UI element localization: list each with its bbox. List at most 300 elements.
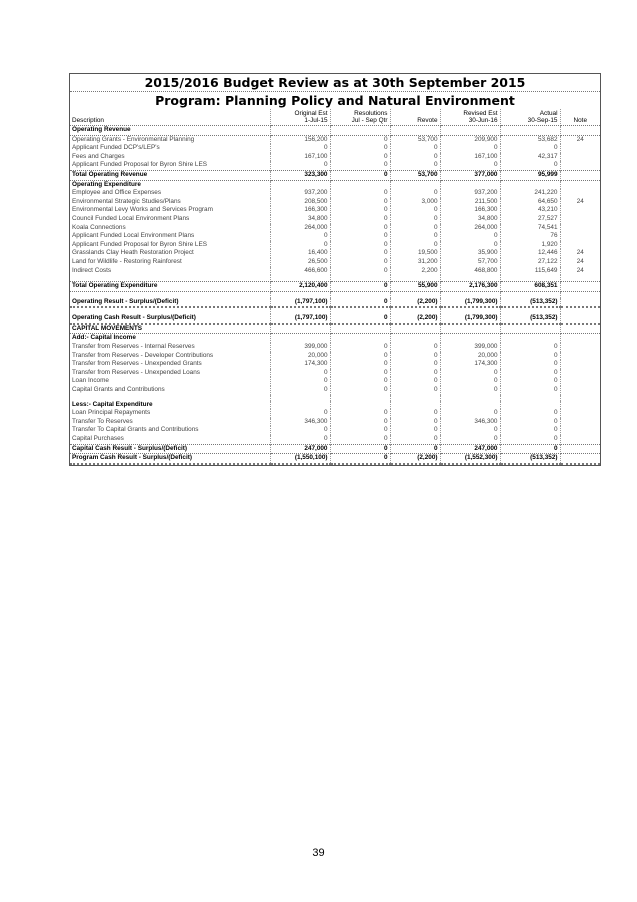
cell-res: 0 (330, 298, 390, 308)
cell-res: 0 (330, 153, 390, 162)
cell-revote: (2,200) (390, 314, 440, 324)
cell-actual: 115,649 (500, 267, 560, 276)
empty-cell (330, 401, 390, 410)
cell-actual: 0 (500, 435, 560, 444)
capital-expenditure-heading (70, 401, 600, 410)
cell-revised: (1,799,300) (440, 298, 500, 308)
cell-revote: 0 (390, 418, 440, 427)
cell-desc: Total Operating Revenue (70, 170, 270, 180)
cell-orig: 937,200 (270, 189, 330, 198)
table-row (70, 144, 600, 153)
cell-res: 0 (330, 258, 390, 267)
cell-revised: 166,300 (440, 206, 500, 215)
table-row (70, 369, 600, 378)
cell-note (560, 343, 600, 352)
cell-orig: 247,000 (270, 444, 330, 454)
table-row (70, 435, 600, 444)
cell-res: 0 (330, 426, 390, 435)
cell-orig: 16,400 (270, 249, 330, 258)
table-row (70, 343, 600, 352)
cell-revised: 167,100 (440, 153, 500, 162)
cell-revised: 346,300 (440, 418, 500, 427)
total-operating-expenditure-row (70, 282, 600, 292)
empty-cell (440, 334, 500, 343)
spacer-row (70, 307, 600, 314)
cell-revote: 55,900 (390, 282, 440, 292)
cell-desc: Capital Cash Result - Surplus/(Deficit) (70, 444, 270, 454)
cell-revised: 211,500 (440, 198, 500, 207)
cell-desc: Koala Connections (70, 224, 270, 233)
empty-cell (560, 324, 600, 334)
cell-actual: 0 (500, 377, 560, 386)
cell-res: 0 (330, 198, 390, 207)
cell-res: 0 (330, 444, 390, 454)
cell-orig: 0 (270, 241, 330, 250)
cell-note (560, 386, 600, 395)
cell-revote: 0 (390, 360, 440, 369)
cell-note (560, 189, 600, 198)
empty-cell (500, 401, 560, 410)
table-row (70, 241, 600, 250)
col-revised-top: Revised Est (463, 110, 498, 117)
cell-desc: Loan Income (70, 377, 270, 386)
table-row (70, 153, 600, 162)
cell-actual: 76 (500, 232, 560, 241)
cell-actual: (513,352) (500, 314, 560, 324)
cell-desc: Operating Cash Result - Surplus/(Deficit) (70, 314, 270, 324)
cell-orig: 167,100 (270, 153, 330, 162)
empty-cell (440, 401, 500, 410)
cell-res: 0 (330, 282, 390, 292)
budget-review-sheet (69, 73, 601, 466)
cell-note: 24 (576, 197, 584, 205)
cell-orig: 399,000 (270, 343, 330, 352)
cell-desc: Total Operating Expenditure (70, 282, 270, 292)
cell-actual: 74,541 (500, 224, 560, 233)
cell-orig: 466,600 (270, 267, 330, 276)
cell-res: 0 (330, 409, 390, 418)
cell-revote: 0 (390, 232, 440, 241)
cell-res: 0 (330, 206, 390, 215)
cell-actual: 0 (500, 369, 560, 378)
cell-actual: 0 (500, 343, 560, 352)
cell-actual: 27,527 (500, 215, 560, 224)
cell-note (560, 314, 600, 324)
cell-note (560, 409, 600, 418)
empty-cell (560, 307, 600, 314)
cell-orig: (1,797,100) (270, 298, 330, 308)
col-resolutions-bottom: Jul - Sep Qtr (351, 117, 388, 124)
col-actual-bottom: 30-Sep-15 (527, 117, 558, 124)
cell-actual: 0 (500, 144, 560, 153)
table-row (70, 258, 600, 267)
cell-orig: 208,500 (270, 198, 330, 207)
cell-actual: 241,220 (500, 189, 560, 198)
table-row (70, 426, 600, 435)
cell-revote: 53,700 (390, 170, 440, 180)
empty-cell (270, 307, 330, 314)
cell-revised: 0 (440, 435, 500, 444)
cell-revised: 247,000 (440, 444, 500, 454)
cell-res: 0 (330, 232, 390, 241)
cell-orig: 0 (270, 377, 330, 386)
cell-orig: 346,300 (270, 418, 330, 427)
cell-res: 0 (330, 343, 390, 352)
empty-cell (500, 126, 560, 136)
empty-cell (270, 126, 330, 136)
cell-note (560, 206, 600, 215)
empty-cell (270, 324, 330, 334)
cell-orig: 156,200 (270, 135, 330, 144)
cell-res: 0 (330, 224, 390, 233)
cell-revised: 0 (440, 377, 500, 386)
cell-desc: Loan Principal Repayments (70, 409, 270, 418)
col-note-label: Note (573, 117, 587, 124)
cell-revised: 0 (440, 241, 500, 250)
cell-revote: 0 (390, 215, 440, 224)
cell-revised: 57,700 (440, 258, 500, 267)
cell-orig: 20,000 (270, 352, 330, 361)
cell-res: 0 (330, 135, 390, 144)
cell-res: 0 (330, 352, 390, 361)
table-row (70, 386, 600, 395)
table-row (70, 267, 600, 276)
report-title: 2015/2016 Budget Review as at 30th September 2015 (70, 74, 600, 92)
cell-revote: (2,200) (390, 298, 440, 308)
cell-orig: 0 (270, 386, 330, 395)
empty-cell (330, 334, 390, 343)
budget-table (70, 109, 600, 465)
col-actual-top: Actual (539, 110, 558, 117)
cell-actual: 43,210 (500, 206, 560, 215)
cell-res: 0 (330, 170, 390, 180)
cell-revote: (2,200) (390, 454, 440, 464)
cell-desc: Applicant Funded Local Environment Plans (70, 232, 270, 241)
cell-actual: 53,682 (500, 135, 560, 144)
cell-revote: 0 (390, 144, 440, 153)
cell-actual: 0 (500, 409, 560, 418)
table-row (70, 418, 600, 427)
cell-res: 0 (330, 161, 390, 170)
cell-actual: 0 (500, 352, 560, 361)
cell-actual: 0 (500, 161, 560, 170)
cell-note: 24 (576, 257, 584, 265)
cell-revote: 0 (390, 161, 440, 170)
cell-note (560, 144, 600, 153)
cell-note (560, 352, 600, 361)
cell-orig: 0 (270, 409, 330, 418)
cell-revote: 0 (390, 241, 440, 250)
cell-orig: 34,800 (270, 215, 330, 224)
cell-desc: Operating Result - Surplus/(Deficit) (70, 298, 270, 308)
cell-orig: 0 (270, 369, 330, 378)
cell-desc: Transfer from Reserves - Developer Contributions (70, 352, 270, 361)
col-revote-label: Revote (417, 117, 438, 124)
program-title: Program: Planning Policy and Natural Environment (155, 93, 515, 108)
empty-cell (390, 126, 440, 136)
cell-orig: 0 (270, 232, 330, 241)
cell-desc: Transfer To Reserves (70, 418, 270, 427)
cell-desc: Capital Grants and Contributions (70, 386, 270, 395)
operating-expenditure-heading (70, 180, 600, 189)
empty-cell (560, 334, 600, 343)
cell-revised: 34,800 (440, 215, 500, 224)
cell-note (560, 215, 600, 224)
program-cash-result-row (70, 454, 600, 464)
cell-desc: Environmental Strategic Studies/Plans (70, 198, 270, 207)
empty-cell (560, 401, 600, 410)
cell-revote: 19,500 (390, 249, 440, 258)
cell-revised: 468,800 (440, 267, 500, 276)
cell-orig: 0 (270, 435, 330, 444)
table-row (70, 224, 600, 233)
table-row (70, 135, 600, 144)
cell-note: 24 (576, 135, 584, 143)
cell-res: 0 (330, 454, 390, 464)
cell-revised: 0 (440, 161, 500, 170)
empty-cell (500, 180, 560, 189)
page-number: 39 (312, 847, 325, 859)
cell-note (560, 241, 600, 250)
cell-desc: Land for Wildlife - Restoring Rainforest (70, 258, 270, 267)
empty-cell (390, 180, 440, 189)
cell-orig: 26,500 (270, 258, 330, 267)
empty-cell (440, 126, 500, 136)
cell-note (560, 224, 600, 233)
cell-revised: 174,300 (440, 360, 500, 369)
table-row (70, 189, 600, 198)
cell-revised: 35,900 (440, 249, 500, 258)
cell-res: 0 (330, 189, 390, 198)
empty-cell (330, 126, 390, 136)
cell-orig: 323,300 (270, 170, 330, 180)
cell-desc: Indirect Costs (70, 267, 270, 276)
cell-desc: Applicant Funded DCP's/LEP's (70, 144, 270, 153)
cell-desc: Capital Purchases (70, 435, 270, 444)
cell-note (560, 444, 600, 454)
cell-revised: 2,176,300 (440, 282, 500, 292)
cell-orig: 0 (270, 426, 330, 435)
table-row (70, 215, 600, 224)
cell-revised: 0 (440, 426, 500, 435)
section-heading: Operating Expenditure (70, 180, 270, 189)
cell-orig: 0 (270, 161, 330, 170)
empty-cell (70, 307, 270, 314)
cell-revised: 0 (440, 409, 500, 418)
cell-revote: 0 (390, 206, 440, 215)
section-heading: Add:- Capital Income (70, 334, 270, 343)
cell-actual: 42,317 (500, 153, 560, 162)
cell-note (560, 435, 600, 444)
empty-cell (500, 307, 560, 314)
capital-movements-heading (70, 324, 600, 334)
empty-cell (390, 334, 440, 343)
cell-desc: Applicant Funded Proposal for Byron Shire LES (70, 161, 270, 170)
col-revote (390, 109, 440, 126)
cell-actual: 1,920 (500, 241, 560, 250)
cell-note (560, 360, 600, 369)
col-original-est (270, 109, 330, 126)
cell-actual: (513,352) (500, 298, 560, 308)
table-row (70, 409, 600, 418)
empty-cell (440, 180, 500, 189)
empty-cell (390, 324, 440, 334)
operating-cash-result-row (70, 314, 600, 324)
empty-cell (330, 324, 390, 334)
cell-actual: 0 (500, 386, 560, 395)
cell-res: 0 (330, 418, 390, 427)
cell-desc: Transfer from Reserves - Unexpended Grants (70, 360, 270, 369)
cell-note (560, 454, 600, 464)
cell-actual: 0 (500, 418, 560, 427)
col-original-bottom: 1-Jul-15 (304, 117, 328, 124)
cell-revote: 0 (390, 426, 440, 435)
cell-res: 0 (330, 267, 390, 276)
cell-res: 0 (330, 241, 390, 250)
cell-desc: Program Cash Result - Surplus/(Deficit) (70, 454, 270, 464)
cell-note (560, 161, 600, 170)
table-row (70, 360, 600, 369)
cell-orig: 264,000 (270, 224, 330, 233)
cell-res: 0 (330, 215, 390, 224)
cell-orig: 166,300 (270, 206, 330, 215)
table-row (70, 206, 600, 215)
total-operating-revenue-row (70, 170, 600, 180)
cell-actual: 12,446 (500, 249, 560, 258)
cell-revised: 20,000 (440, 352, 500, 361)
cell-res: 0 (330, 369, 390, 378)
operating-result-row (70, 298, 600, 308)
cell-desc: Fees and Charges (70, 153, 270, 162)
cell-desc: Employee and Office Expenses (70, 189, 270, 198)
cell-res: 0 (330, 360, 390, 369)
section-heading: Operating Revenue (70, 126, 270, 136)
cell-actual: 0 (500, 426, 560, 435)
empty-cell (390, 307, 440, 314)
cell-revote: 0 (390, 352, 440, 361)
empty-cell (500, 334, 560, 343)
cell-revote: 0 (390, 343, 440, 352)
cell-actual: 608,351 (500, 282, 560, 292)
table-row (70, 377, 600, 386)
cell-desc: Transfer from Reserves - Internal Reserves (70, 343, 270, 352)
cell-res: 0 (330, 249, 390, 258)
col-resolutions (330, 109, 390, 126)
cell-revised: (1,799,300) (440, 314, 500, 324)
cell-revote: 0 (390, 386, 440, 395)
budget-table-body (70, 126, 600, 464)
cell-revote: 2,200 (390, 267, 440, 276)
cell-revised: 0 (440, 369, 500, 378)
cell-res: 0 (330, 144, 390, 153)
cell-note (560, 282, 600, 292)
cell-res: 0 (330, 435, 390, 444)
cell-actual: 0 (500, 444, 560, 454)
cell-revote: 0 (390, 189, 440, 198)
empty-cell (440, 307, 500, 314)
cell-note (560, 369, 600, 378)
cell-revote: 0 (390, 369, 440, 378)
column-header-row (70, 109, 600, 126)
cell-revised: 377,000 (440, 170, 500, 180)
cell-revote: 0 (390, 409, 440, 418)
empty-cell (270, 401, 330, 410)
cell-revote: 0 (390, 224, 440, 233)
cell-desc: Applicant Funded Proposal for Byron Shire LES (70, 241, 270, 250)
cell-revote: 53,700 (390, 135, 440, 144)
empty-cell (390, 401, 440, 410)
cell-note: 24 (576, 266, 584, 274)
cell-orig: 174,300 (270, 360, 330, 369)
col-revised-bottom: 30-Jun-16 (468, 117, 498, 124)
table-row (70, 352, 600, 361)
cell-actual: 0 (500, 360, 560, 369)
cell-note (560, 418, 600, 427)
col-original-top: Original Est (294, 110, 328, 117)
cell-revised: 0 (440, 232, 500, 241)
cell-revised: 209,900 (440, 135, 500, 144)
cell-note (560, 170, 600, 180)
capital-income-heading (70, 334, 600, 343)
empty-cell (270, 334, 330, 343)
col-description: Description (70, 109, 270, 126)
empty-cell (440, 324, 500, 334)
empty-cell (560, 126, 600, 136)
col-note (560, 109, 600, 126)
table-row (70, 198, 600, 207)
cell-revised: 0 (440, 144, 500, 153)
cell-revised: 264,000 (440, 224, 500, 233)
cell-note (560, 232, 600, 241)
operating-revenue-heading (70, 126, 600, 136)
cell-revised: 937,200 (440, 189, 500, 198)
empty-cell (500, 324, 560, 334)
cell-note (560, 377, 600, 386)
cell-actual: 64,650 (500, 198, 560, 207)
cell-actual: 27,122 (500, 258, 560, 267)
cell-desc: Operating Grants - Environmental Planning (70, 135, 270, 144)
col-resolutions-top: Resolutions (354, 110, 388, 117)
col-actual (500, 109, 560, 126)
cell-revote: 31,200 (390, 258, 440, 267)
cell-orig: (1,550,100) (270, 454, 330, 464)
cell-res: 0 (330, 377, 390, 386)
cell-note (560, 298, 600, 308)
cell-desc: Transfer To Capital Grants and Contributions (70, 426, 270, 435)
cell-note: 24 (576, 249, 584, 257)
cell-orig: (1,797,100) (270, 314, 330, 324)
table-row (70, 161, 600, 170)
cell-desc: Council Funded Local Environment Plans (70, 215, 270, 224)
cell-revised: 399,000 (440, 343, 500, 352)
cell-actual: 95,999 (500, 170, 560, 180)
cell-revote: 0 (390, 435, 440, 444)
cell-actual: (513,352) (500, 454, 560, 464)
cell-desc: Environmental Levy Works and Services Program (70, 206, 270, 215)
cell-orig: 2,120,400 (270, 282, 330, 292)
section-heading: Less:- Capital Expenditure (70, 401, 270, 410)
cell-revote: 0 (390, 153, 440, 162)
cell-orig: 0 (270, 144, 330, 153)
cell-revised: 0 (440, 386, 500, 395)
empty-cell (270, 180, 330, 189)
table-row (70, 232, 600, 241)
section-heading: CAPITAL MOVEMENTS (70, 324, 270, 334)
col-revised-est (440, 109, 500, 126)
empty-cell (330, 307, 390, 314)
cell-note (560, 426, 600, 435)
cell-note (560, 153, 600, 162)
